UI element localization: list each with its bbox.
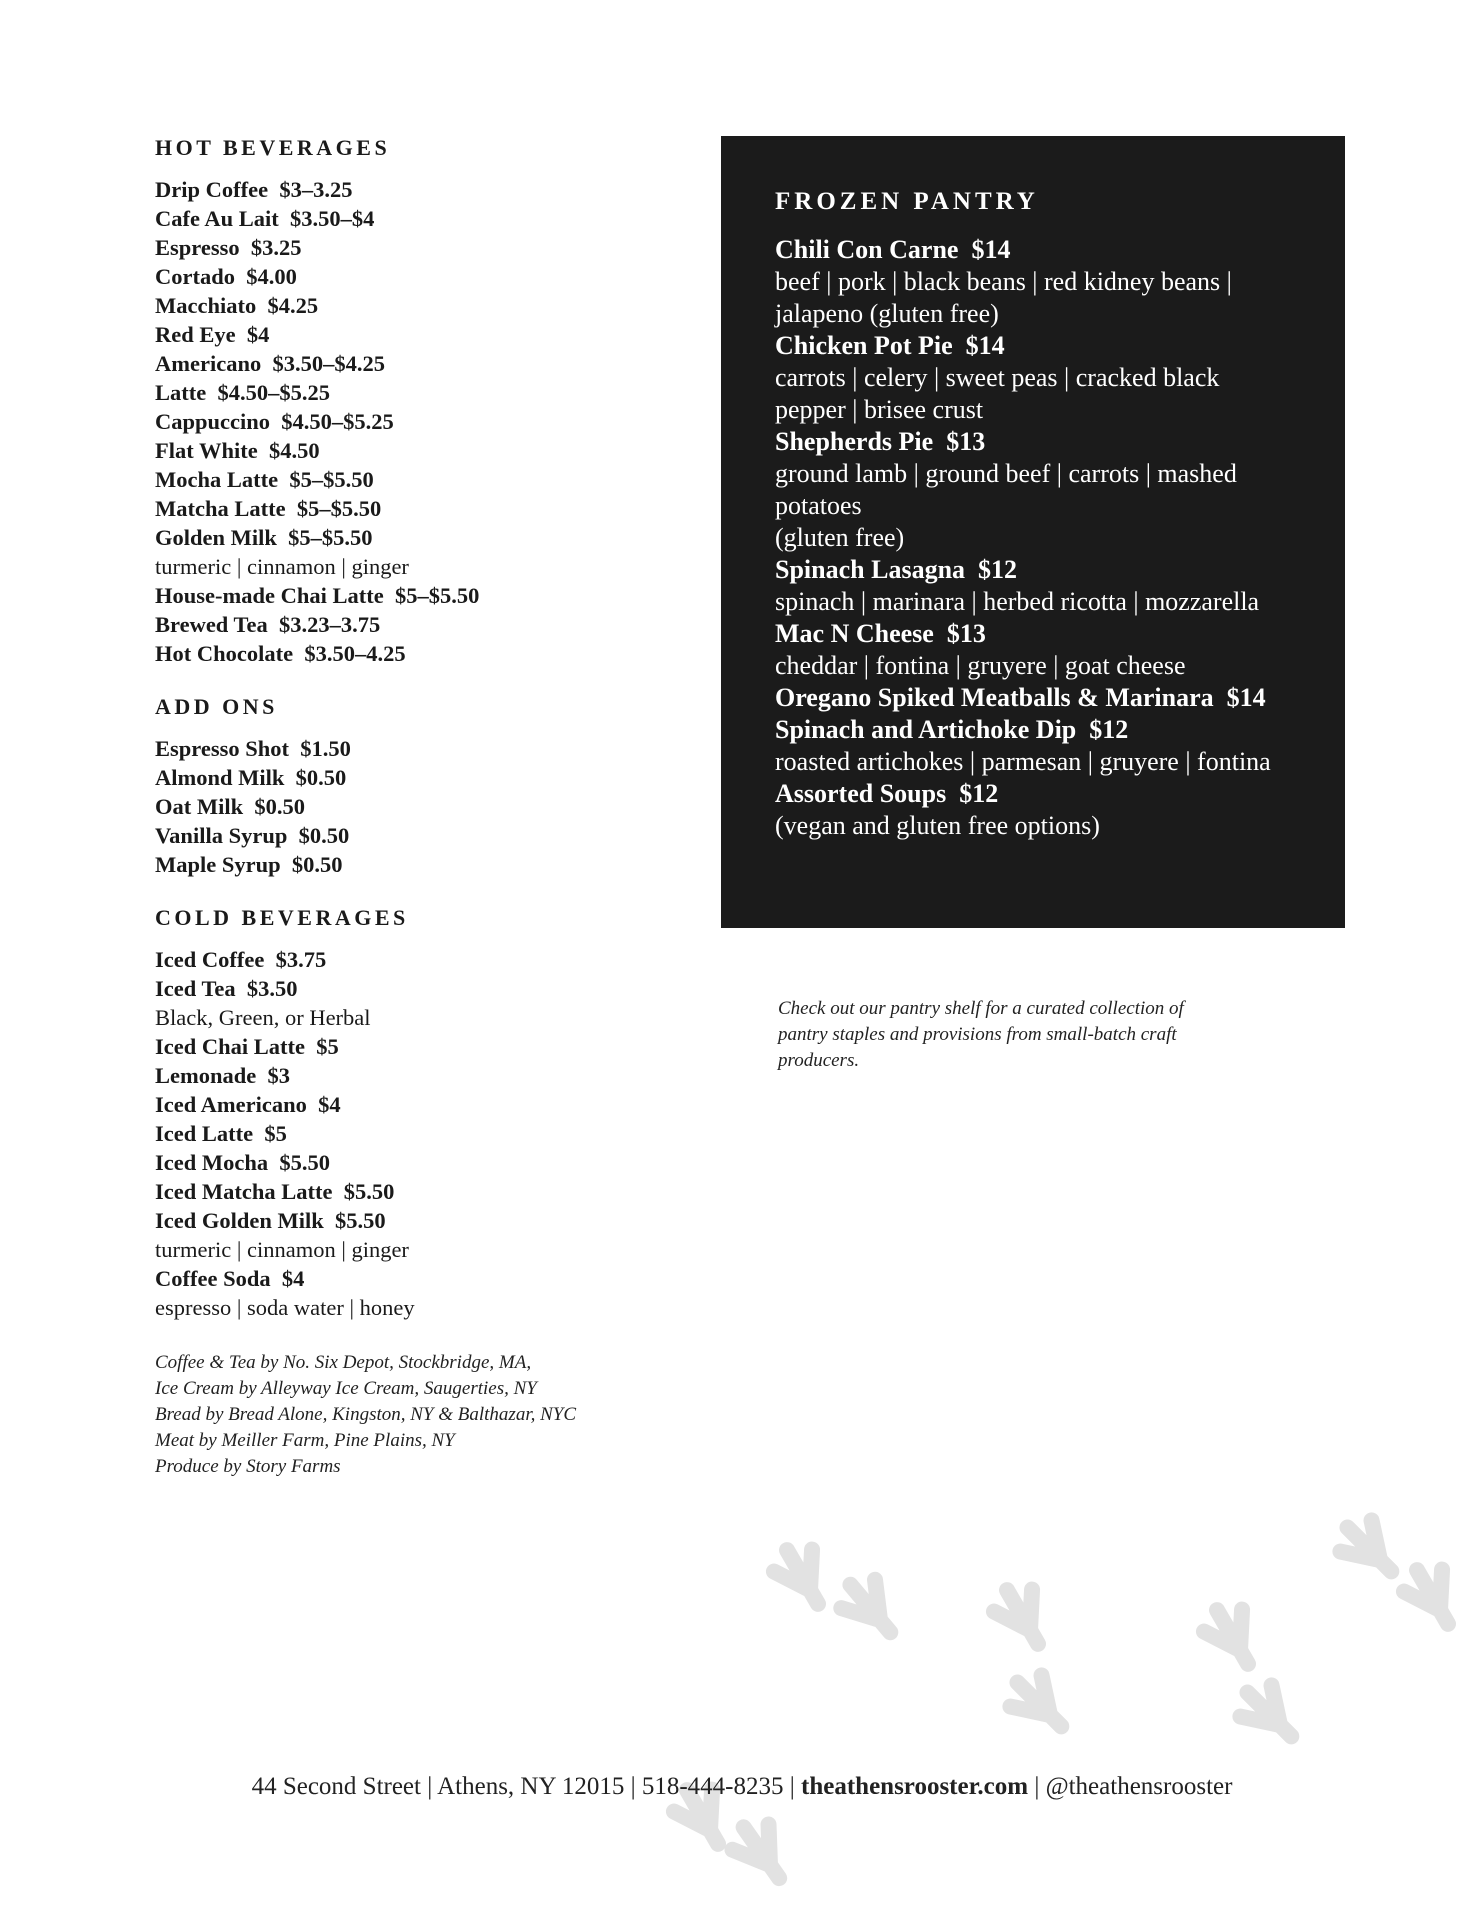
item-name: Chili Con Carne	[775, 235, 959, 264]
credit-line: Produce by Story Farms	[155, 1456, 341, 1477]
item-price: $13	[946, 427, 986, 456]
item-description: (gluten free)	[775, 523, 905, 552]
item-name: Assorted Soups	[775, 779, 947, 808]
item-price: $4	[318, 1092, 341, 1117]
item-description: (vegan and gluten free options)	[775, 811, 1100, 840]
frozen-pantry-list	[775, 234, 1291, 842]
item-price: $5.50	[343, 1179, 395, 1204]
menu-item	[155, 945, 715, 974]
item-price: $5–$5.50	[288, 525, 373, 550]
item-name: Oregano Spiked Meatballs & Marinara	[775, 683, 1214, 712]
item-description: turmeric | cinnamon | ginger	[155, 554, 409, 579]
item-name: Cappuccino	[155, 409, 271, 434]
menu-item	[155, 610, 715, 639]
item-name: Drip Coffee	[155, 177, 269, 202]
menu-item	[155, 639, 715, 668]
item-price: $0.50	[295, 765, 347, 790]
item-price: $4	[246, 322, 270, 347]
item-description: beef | pork | black beans | red kidney beans | jalapeno (gluten free)	[775, 267, 1232, 328]
item-description: cheddar | fontina | gruyere | goat cheese	[775, 651, 1186, 680]
hot-beverages-heading: HOT BEVERAGES	[155, 135, 391, 160]
item-price: $13	[946, 619, 986, 648]
item-name: Iced Americano	[155, 1092, 307, 1117]
menu-item	[155, 465, 715, 494]
cold-beverages-section	[155, 905, 715, 1322]
item-price: $5–$5.50	[296, 496, 382, 521]
item-price: $0.50	[254, 794, 305, 819]
item-name: Chicken Pot Pie	[775, 331, 953, 360]
item-name: Iced Chai Latte	[155, 1034, 305, 1059]
menu-item	[775, 234, 1291, 266]
item-price: $14	[965, 331, 1005, 360]
menu-item	[155, 494, 715, 523]
item-name: Macchiato	[155, 293, 257, 318]
credit-line: Meat by Meiller Farm, Pine Plains, NY	[155, 1430, 455, 1451]
item-name: Iced Matcha Latte	[155, 1179, 333, 1204]
menu-item	[155, 320, 715, 349]
item-price: $4.00	[246, 264, 297, 289]
item-price: $12	[1089, 715, 1129, 744]
menu-item	[155, 436, 715, 465]
menu-item	[155, 821, 715, 850]
item-name: Iced Mocha	[155, 1150, 269, 1175]
menu-item	[155, 734, 715, 763]
item-price: $5.50	[279, 1150, 330, 1175]
menu-item	[155, 1148, 715, 1177]
menu-item	[155, 1264, 715, 1293]
credit-line: Ice Cream by Alleyway Ice Cream, Saugerties, NY	[155, 1378, 537, 1399]
menu-item	[775, 714, 1291, 746]
menu-item	[155, 1177, 715, 1206]
item-price: $1.50	[300, 736, 351, 761]
item-name: Brewed Tea	[155, 612, 268, 637]
supplier-credits	[155, 1350, 715, 1480]
menu-item	[155, 850, 715, 879]
add-ons-heading: ADD ONS	[155, 694, 278, 719]
item-price: $4.25	[267, 293, 319, 318]
left-column	[155, 135, 715, 1480]
item-description: roasted artichokes | parmesan | gruyere | fontina	[775, 747, 1271, 776]
cold-beverages-heading: COLD BEVERAGES	[155, 905, 409, 930]
item-price: $3.50–4.25	[304, 641, 406, 666]
menu-item	[155, 523, 715, 552]
item-name: Spinach Lasagna	[775, 555, 966, 584]
item-name: Iced Coffee	[155, 947, 265, 972]
menu-item	[775, 426, 1291, 458]
menu-item	[155, 1206, 715, 1235]
item-name: Shepherds Pie	[775, 427, 934, 456]
menu-item	[775, 330, 1291, 362]
item-name: Flat White	[155, 438, 258, 463]
item-name: Mac N Cheese	[775, 619, 934, 648]
item-name: Espresso	[155, 235, 240, 260]
menu-item	[775, 618, 1291, 650]
item-name: Cafe Au Lait	[155, 206, 279, 231]
menu-item	[155, 974, 715, 1003]
item-name: Hot Chocolate	[155, 641, 294, 666]
footer-address: 44 Second Street | Athens, NY 12015 | 518-444-8235 |	[251, 1773, 802, 1800]
menu-item	[155, 262, 715, 291]
item-name: Americano	[155, 351, 262, 376]
item-description: Black, Green, or Herbal	[155, 1005, 371, 1030]
item-description: turmeric | cinnamon | ginger	[155, 1237, 409, 1262]
frozen-pantry-heading: FROZEN PANTRY	[775, 188, 1039, 215]
item-description: spinach | marinara | herbed ricotta | mozzarella	[775, 587, 1260, 616]
menu-item	[155, 204, 715, 233]
menu-item	[155, 407, 715, 436]
item-price: $5.50	[335, 1208, 386, 1233]
cold-beverages-list	[155, 945, 715, 1322]
menu-item	[155, 378, 715, 407]
item-price: $4.50	[268, 438, 320, 463]
menu-item	[155, 1061, 715, 1090]
item-price: $5	[264, 1121, 287, 1146]
item-price: $3.75	[275, 947, 327, 972]
credit-line: Bread by Bread Alone, Kingston, NY & Balthazar, NYC	[155, 1404, 577, 1425]
item-price: $3.25	[250, 235, 302, 260]
item-name: Maple Syrup	[155, 852, 281, 877]
item-price: $0.50	[291, 852, 343, 877]
item-name: Golden Milk	[155, 525, 277, 550]
item-name: Spinach and Artichoke Dip	[775, 715, 1077, 744]
item-name: Matcha Latte	[155, 496, 286, 521]
item-name: Vanilla Syrup	[155, 823, 288, 848]
footer-contact	[0, 1773, 1484, 1801]
item-name: Coffee Soda	[155, 1266, 271, 1291]
item-name: Red Eye	[155, 322, 236, 347]
item-price: $14	[971, 235, 1011, 264]
item-price: $5–$5.50	[395, 583, 480, 608]
item-price: $14	[1226, 683, 1266, 712]
item-price: $12	[978, 555, 1018, 584]
item-name: Iced Latte	[155, 1121, 254, 1146]
item-description: carrots | celery | sweet peas | cracked black pepper | brisee crust	[775, 363, 1220, 424]
frozen-pantry-panel	[721, 136, 1345, 928]
add-ons-section	[155, 694, 715, 879]
menu-item	[775, 554, 1291, 586]
item-price: $0.50	[298, 823, 350, 848]
menu-item	[155, 1119, 715, 1148]
rooster-tracks-decoration	[600, 1500, 1484, 1920]
menu-item	[155, 233, 715, 262]
item-price: $5	[316, 1034, 339, 1059]
pantry-note: Check out our pantry shelf for a curated collection of pantry staples and provisions from small-batch craft producers.	[778, 998, 1184, 1071]
hot-beverages-section	[155, 135, 715, 668]
menu-item	[775, 778, 1291, 810]
item-name: Iced Golden Milk	[155, 1208, 324, 1233]
item-price: $3.50	[246, 976, 298, 1001]
item-price: $3.23–3.75	[278, 612, 381, 637]
menu-item	[155, 1032, 715, 1061]
footer-handle: | @theathensrooster	[1028, 1773, 1233, 1800]
item-price: $3–3.25	[279, 177, 353, 202]
menu-item	[155, 349, 715, 378]
item-price: $3.50–$4.25	[272, 351, 385, 376]
item-name: Almond Milk	[155, 765, 285, 790]
item-description: espresso | soda water | honey	[155, 1295, 415, 1320]
item-price: $4	[281, 1266, 305, 1291]
website-link[interactable]: theathensrooster.com	[801, 1773, 1029, 1800]
menu-item	[155, 175, 715, 204]
item-name: Espresso Shot	[155, 736, 290, 761]
item-name: Cortado	[155, 264, 235, 289]
item-price: $3.50–$4	[290, 206, 375, 231]
menu-item	[155, 1090, 715, 1119]
credit-line: Coffee & Tea by No. Six Depot, Stockbridge, MA,	[155, 1352, 532, 1373]
item-price: $4.50–$5.25	[217, 380, 330, 405]
menu-item	[775, 682, 1291, 714]
item-price: $5–$5.50	[289, 467, 374, 492]
item-price: $3	[267, 1063, 290, 1088]
menu-item	[155, 581, 715, 610]
item-name: Oat Milk	[155, 794, 244, 819]
add-ons-list	[155, 734, 715, 879]
item-name: Mocha Latte	[155, 467, 279, 492]
item-description: ground lamb | ground beef | carrots | mashed potatoes	[775, 459, 1237, 520]
item-name: Lemonade	[155, 1063, 257, 1088]
hot-beverages-list	[155, 175, 715, 668]
item-name: House-made Chai Latte	[155, 583, 384, 608]
item-name: Iced Tea	[155, 976, 236, 1001]
item-price: $4.50–$5.25	[281, 409, 394, 434]
item-price: $12	[959, 779, 999, 808]
menu-item	[155, 763, 715, 792]
item-name: Latte	[155, 380, 207, 405]
menu-item	[155, 291, 715, 320]
menu-item	[155, 792, 715, 821]
